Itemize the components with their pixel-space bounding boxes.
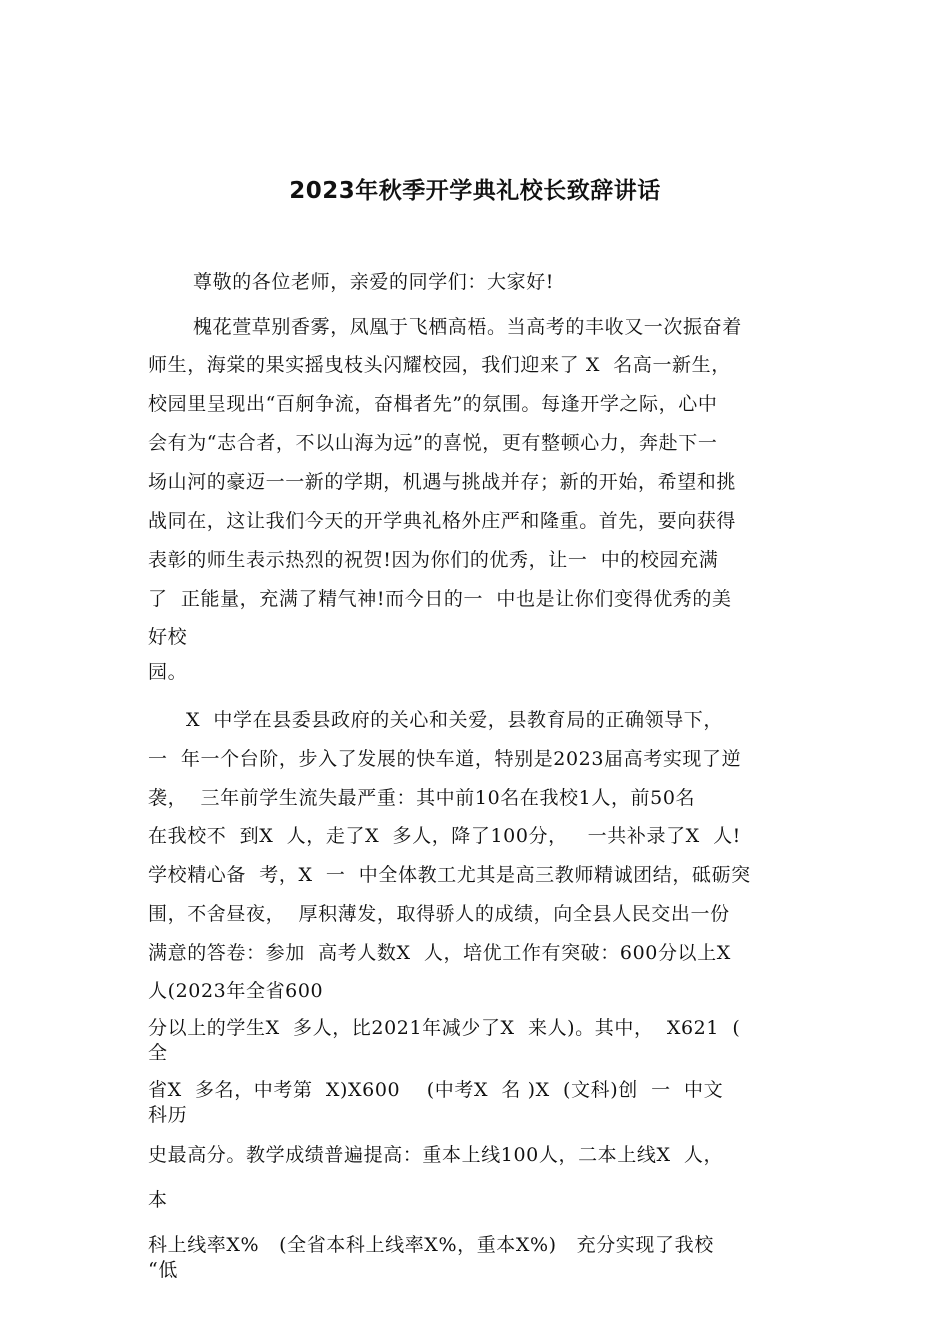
paragraph-line: 战同在，这让我们今天的开学典礼格外庄严和隆重。首先，要向获得 xyxy=(148,510,737,532)
paragraph-line: 省X 多名，中考第 X)X600 (中考X 名 )X (文科)创 一 中文 xyxy=(148,1079,724,1101)
paragraph-line: 全 xyxy=(148,1042,168,1064)
paragraph-line: 围，不舍昼夜， 厚积薄发，取得骄人的成绩，向全县人民交出一份 xyxy=(148,903,730,925)
paragraph-line: 袭， 三年前学生流失最严重：其中前10名在我校1人，前50名 xyxy=(148,787,696,809)
paragraph-line: 科上线率X% (全省本科上线率X%，重本X%) 充分实现了我校 xyxy=(148,1234,714,1256)
paragraph-line: 学校精心备 考，X 一 中全体教工尤其是高三教师精诚团结，砥砺突 xyxy=(148,864,751,886)
paragraph-line: 了 正能量，充满了精气神!而今日的一 中也是让你们变得优秀的美 xyxy=(148,588,732,610)
paragraph-line: 师生，海棠的果实摇曳枝头闪耀校园，我们迎来了 X 名高一新生， xyxy=(148,354,731,376)
paragraph-line: 满意的答卷：参加 高考人数X 人，培优工作有突破：600分以上X xyxy=(148,942,731,964)
paragraph-line: “低 xyxy=(148,1259,178,1281)
paragraph-line: 园。 xyxy=(148,661,188,683)
salutation-line: 尊敬的各位老师，亲爱的同学们：大家好! xyxy=(193,271,555,293)
paragraph-line: 科历 xyxy=(148,1104,188,1126)
paragraph-line: 人(2023年全省600 xyxy=(148,980,324,1002)
paragraph-line: 表彰的师生表示热烈的祝贺!因为你们的优秀，让一 中的校园充满 xyxy=(148,549,719,571)
paragraph-line: 会有为“志合者，不以山海为远”的喜悦，更有整顿心力，奔赴下一 xyxy=(148,432,718,454)
paragraph-line: 在我校不 到X 人，走了X 多人，降了100分， 一共补录了X 人! xyxy=(148,825,741,847)
paragraph-line: 校园里呈现出“百舸争流，奋楫者先”的氛围。每逢开学之际，心中 xyxy=(148,393,718,415)
paragraph-line: 一 年一个台阶，步入了发展的快车道，特别是2023届高考实现了逆 xyxy=(148,748,742,770)
paragraph-line: 分以上的学生X 多人，比2021年减少了X 来人)。其中， X621 ( xyxy=(148,1017,741,1039)
document-title: 2023年秋季开学典礼校长致辞讲话 xyxy=(289,178,661,204)
paragraph-line: 史最高分。教学成绩普遍提高：重本上线100人，二本上线X 人， xyxy=(148,1144,724,1166)
paragraph-line: 本 xyxy=(148,1189,168,1211)
paragraph-line: 槐花萱草别香雾，凤凰于飞栖高梧。当高考的丰收又一次振奋着 xyxy=(193,316,742,338)
paragraph-line: X 中学在县委县政府的关心和关爱，县教育局的正确领导下， xyxy=(186,709,724,731)
paragraph-line: 好校 xyxy=(148,626,188,648)
paragraph-line: 场山河的豪迈一一新的学期，机遇与挑战并存；新的开始，希望和挑 xyxy=(148,471,737,493)
